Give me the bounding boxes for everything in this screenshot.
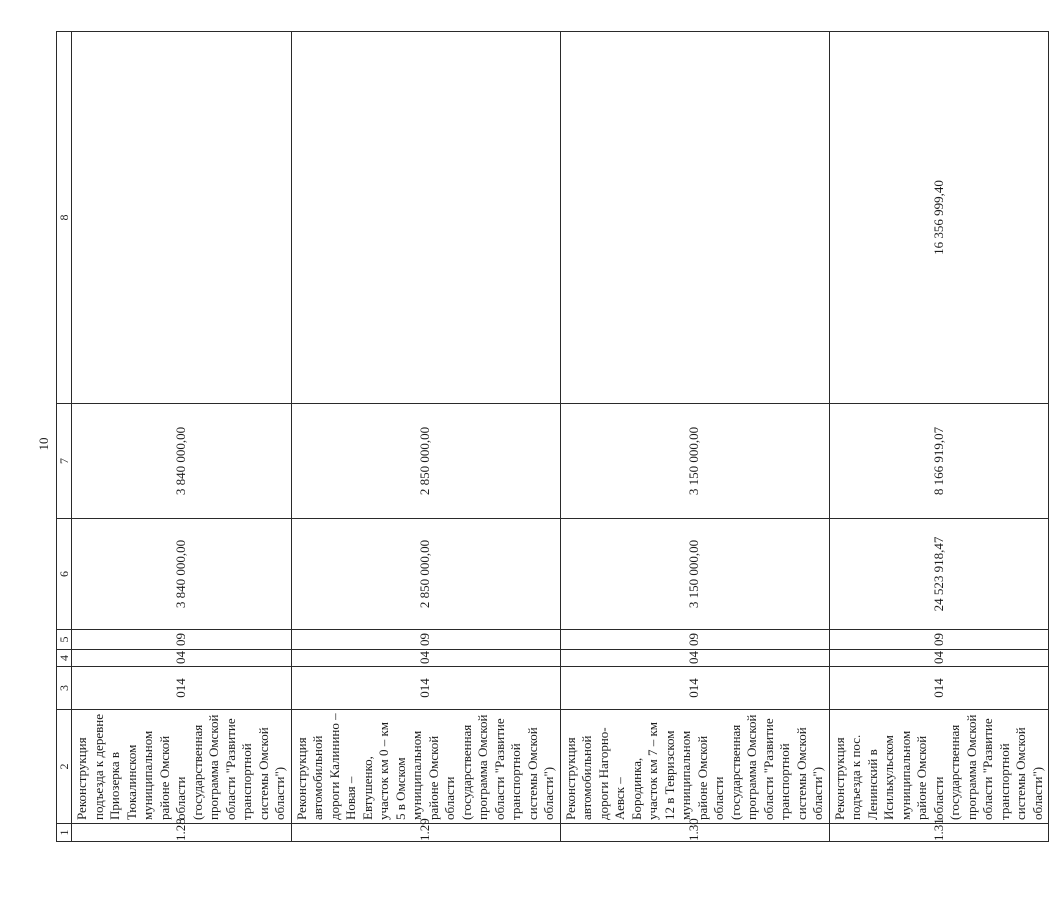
ministry-code: 014 (72, 667, 292, 710)
header-cell: 7 (57, 404, 72, 519)
amount-col8 (560, 32, 829, 404)
subsection-code: 09 (560, 630, 829, 650)
row-number: 1.29 (291, 824, 560, 842)
section-code: 04 (829, 650, 1049, 667)
ministry-code: 014 (291, 667, 560, 710)
total-amount: 24 523 918,47 (829, 519, 1049, 630)
header-cell: 8 (57, 32, 72, 404)
object-name: Реконструкция подъезда к пос. Ленинский в Исилькульском муниципальном районе Омской области (государственная программа Омской области "Развитие транспортной системы Омской области") (829, 710, 1049, 824)
total-amount: 2 850 000,00 (291, 519, 560, 630)
header-cell: 6 (57, 519, 72, 630)
amount-col8 (72, 32, 292, 404)
header-cell: 2 (57, 710, 72, 824)
subsection-code: 09 (72, 630, 292, 650)
row-number: 1.30 (560, 824, 829, 842)
amount-col8 (291, 32, 560, 404)
amount-col7: 3 150 000,00 (560, 404, 829, 519)
header-cell: 5 (57, 630, 72, 650)
header-cell: 4 (57, 650, 72, 667)
header-cell: 1 (57, 824, 72, 842)
amount-col7: 8 166 919,07 (829, 404, 1049, 519)
object-name: Реконструкция автомобильной дороги Калинино – Новая – Евтушенко, участок км 0 – км 5 в Омском муниципальном районе Омской области (государственная программа Омской области "Развитие транспортной системы Омской области") (291, 710, 560, 824)
row-number: 1.31 (829, 824, 1049, 842)
object-name: Реконструкция подъезда к деревне Приозерка в Тюкалинском муниципальном районе Омской области (государственная программа Омской области "Развитие транспортной системы Омской области") (72, 710, 292, 824)
header-row (57, 32, 72, 842)
table-row (829, 32, 1049, 842)
budget-table (56, 31, 1049, 842)
total-amount: 3 150 000,00 (560, 519, 829, 630)
section-code: 04 (560, 650, 829, 667)
section-code: 04 (291, 650, 560, 667)
object-name: Реконструкция автомобильной дороги Нагорно-Аевск – Бородинка, участок км 7 – км 12 в Тевризском муниципальном районе Омской области (государственная программа Омской области "Развитие транспортной системы Омской области") (560, 710, 829, 824)
ministry-code: 014 (560, 667, 829, 710)
total-amount: 3 840 000,00 (72, 519, 292, 630)
subsection-code: 09 (291, 630, 560, 650)
table-row (72, 32, 292, 842)
table-row (291, 32, 560, 842)
amount-col7: 3 840 000,00 (72, 404, 292, 519)
row-number: 1.28 (72, 824, 292, 842)
rotated-table-container (56, 32, 1045, 842)
subsection-code: 09 (829, 630, 1049, 650)
amount-col7: 2 850 000,00 (291, 404, 560, 519)
amount-col8: 16 356 999,40 (829, 32, 1049, 404)
header-cell: 3 (57, 667, 72, 710)
section-code: 04 (72, 650, 292, 667)
table-row (560, 32, 829, 842)
ministry-code: 014 (829, 667, 1049, 710)
page-number: 10 (36, 437, 51, 451)
